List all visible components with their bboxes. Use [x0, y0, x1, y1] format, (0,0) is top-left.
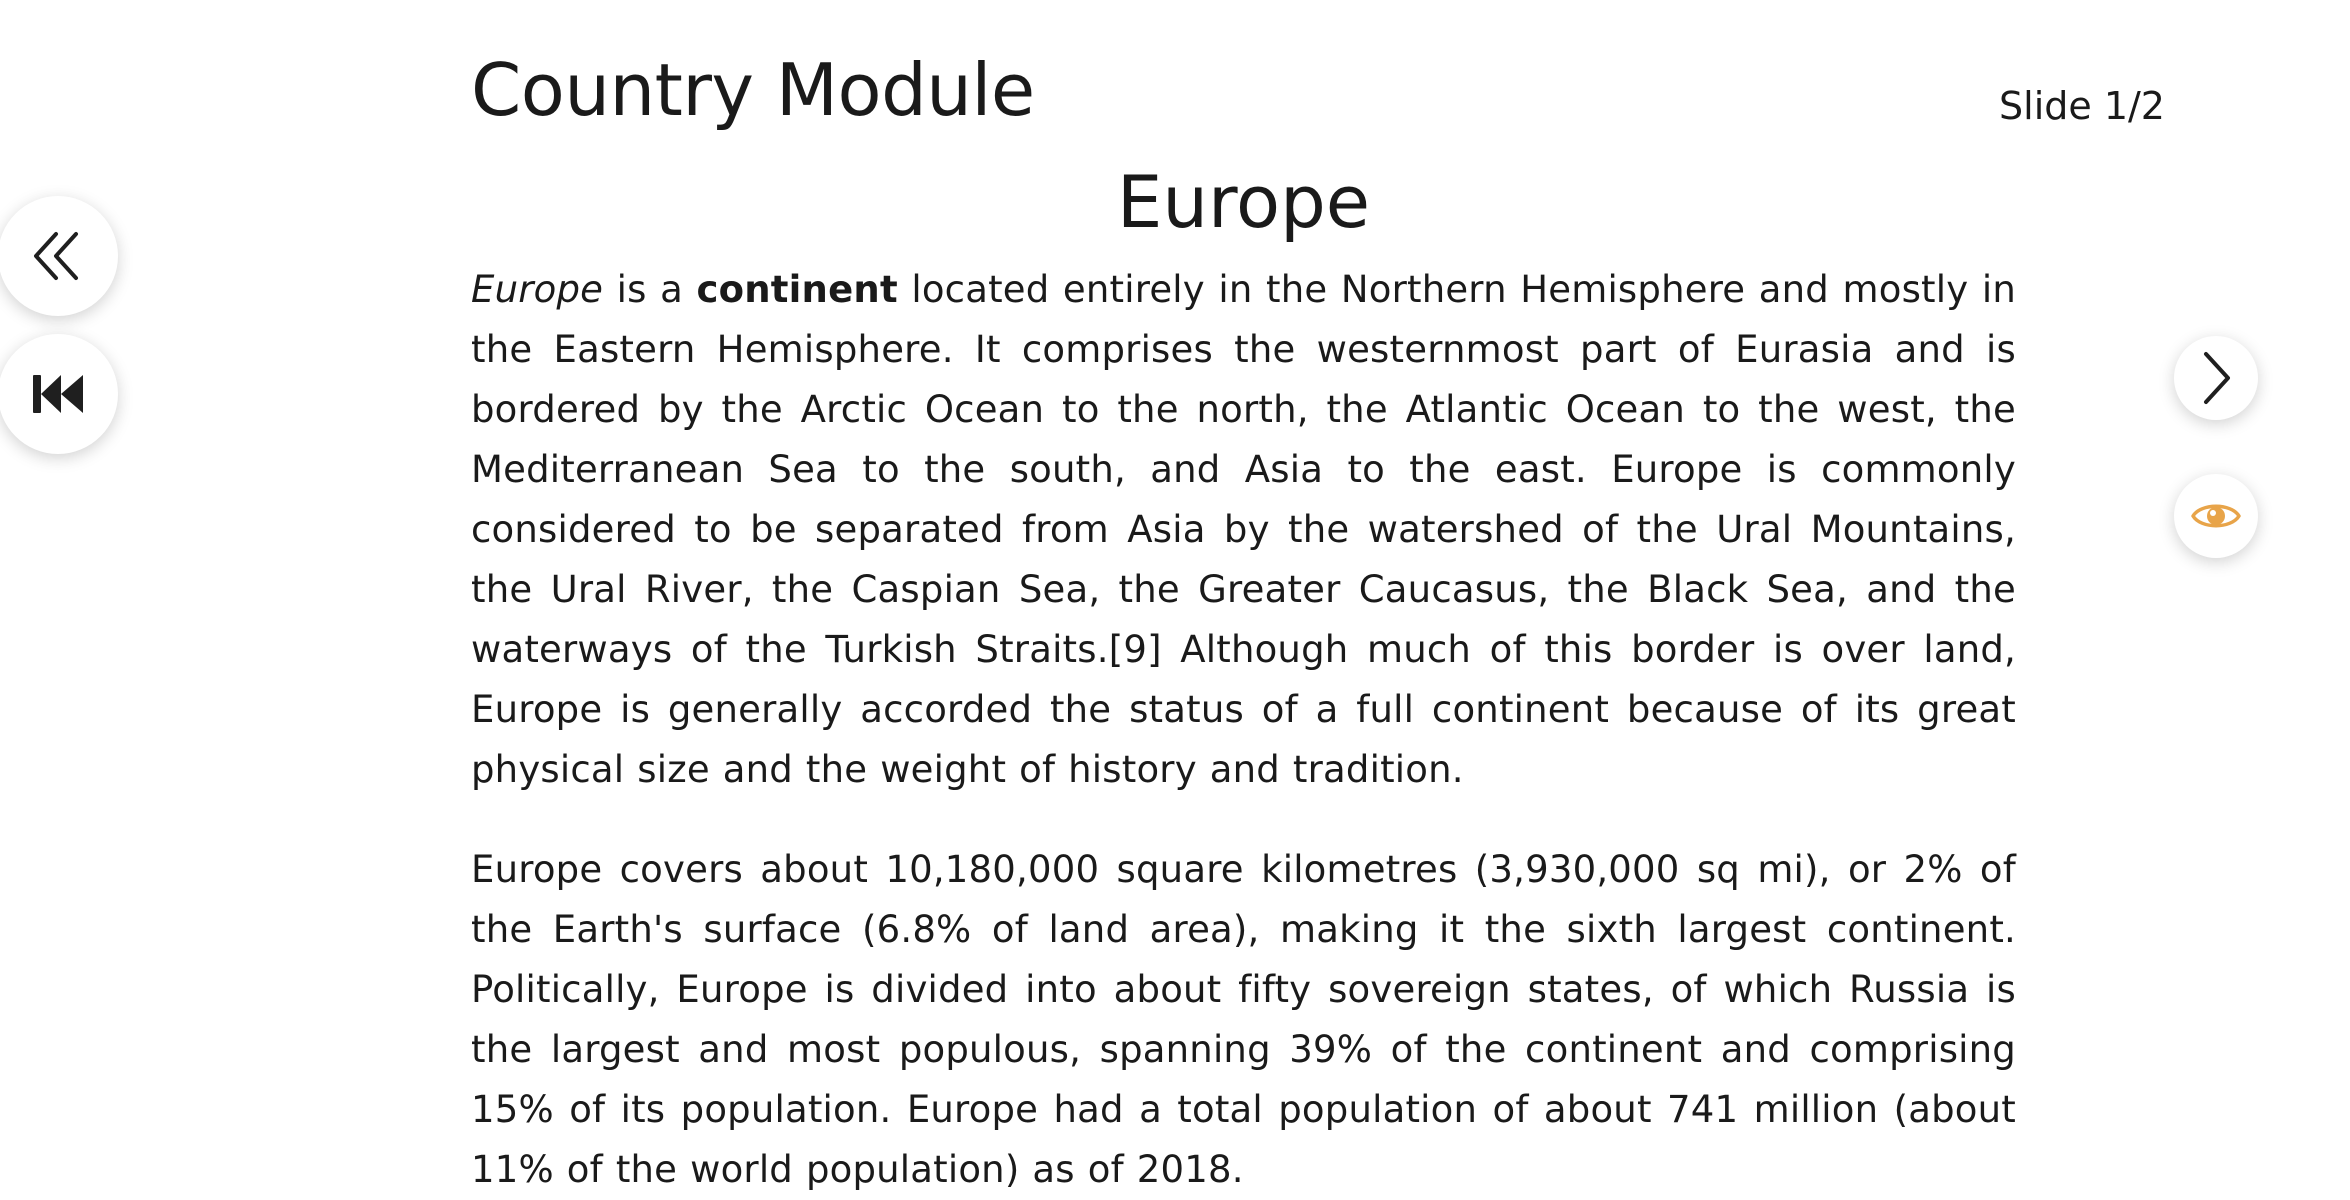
rewind-button[interactable] — [0, 334, 118, 454]
paragraph-1-term: Europe — [471, 268, 604, 311]
paragraph-1-text-a: is a — [603, 268, 697, 311]
chevron-right-icon — [2200, 350, 2232, 406]
eye-icon — [2191, 499, 2241, 533]
module-title: Country Module — [471, 48, 1035, 132]
paragraph-1-bold: continent — [696, 268, 898, 311]
next-slide-button[interactable] — [2174, 336, 2258, 420]
view-toggle-button[interactable] — [2174, 474, 2258, 558]
skip-to-start-icon — [31, 372, 85, 416]
first-slide-button[interactable] — [0, 196, 118, 316]
slide-heading: Europe — [1116, 160, 1371, 244]
paragraph-2: Europe covers about 10,180,000 square kilometres (3,930,000 sq mi), or 2% of the Earth's surface (6.8% of land area), making it the sixth largest continent. Politically, Europe is divided into about fifty sovereign states, of which Russia is the largest and most populous, spanning 39% of the continent and comprising 15% of its population. Europe had a total population of about 741 million (about 11% of the world population) as of 2018. — [471, 848, 2016, 1191]
slide-counter: Slide 1/2 — [1999, 84, 2165, 128]
paragraph-1 — [471, 260, 2016, 800]
paragraph-1-text-b: located entirely in the Northern Hemisphere and mostly in the Eastern Hemisphere. It comprises the westernmost part of Eurasia and is bordered by the Arctic Ocean to the north, the Atlantic Ocean to the west, the Mediterranean Sea to the south, and Asia to the east. Europe is commonly considered to be separated from Asia by the watershed of the Ural Mountains, the Ural River, the Caspian Sea, the Greater Caucasus, the Black Sea, and the waterways of the Turkish Straits.[9] Although much of this border is over land, Europe is generally accorded the status of a full continent because of its great physical size and the weight of history and tradition. — [471, 268, 2016, 791]
double-chevron-left-icon — [30, 228, 86, 284]
slide-content — [471, 260, 2016, 1191]
